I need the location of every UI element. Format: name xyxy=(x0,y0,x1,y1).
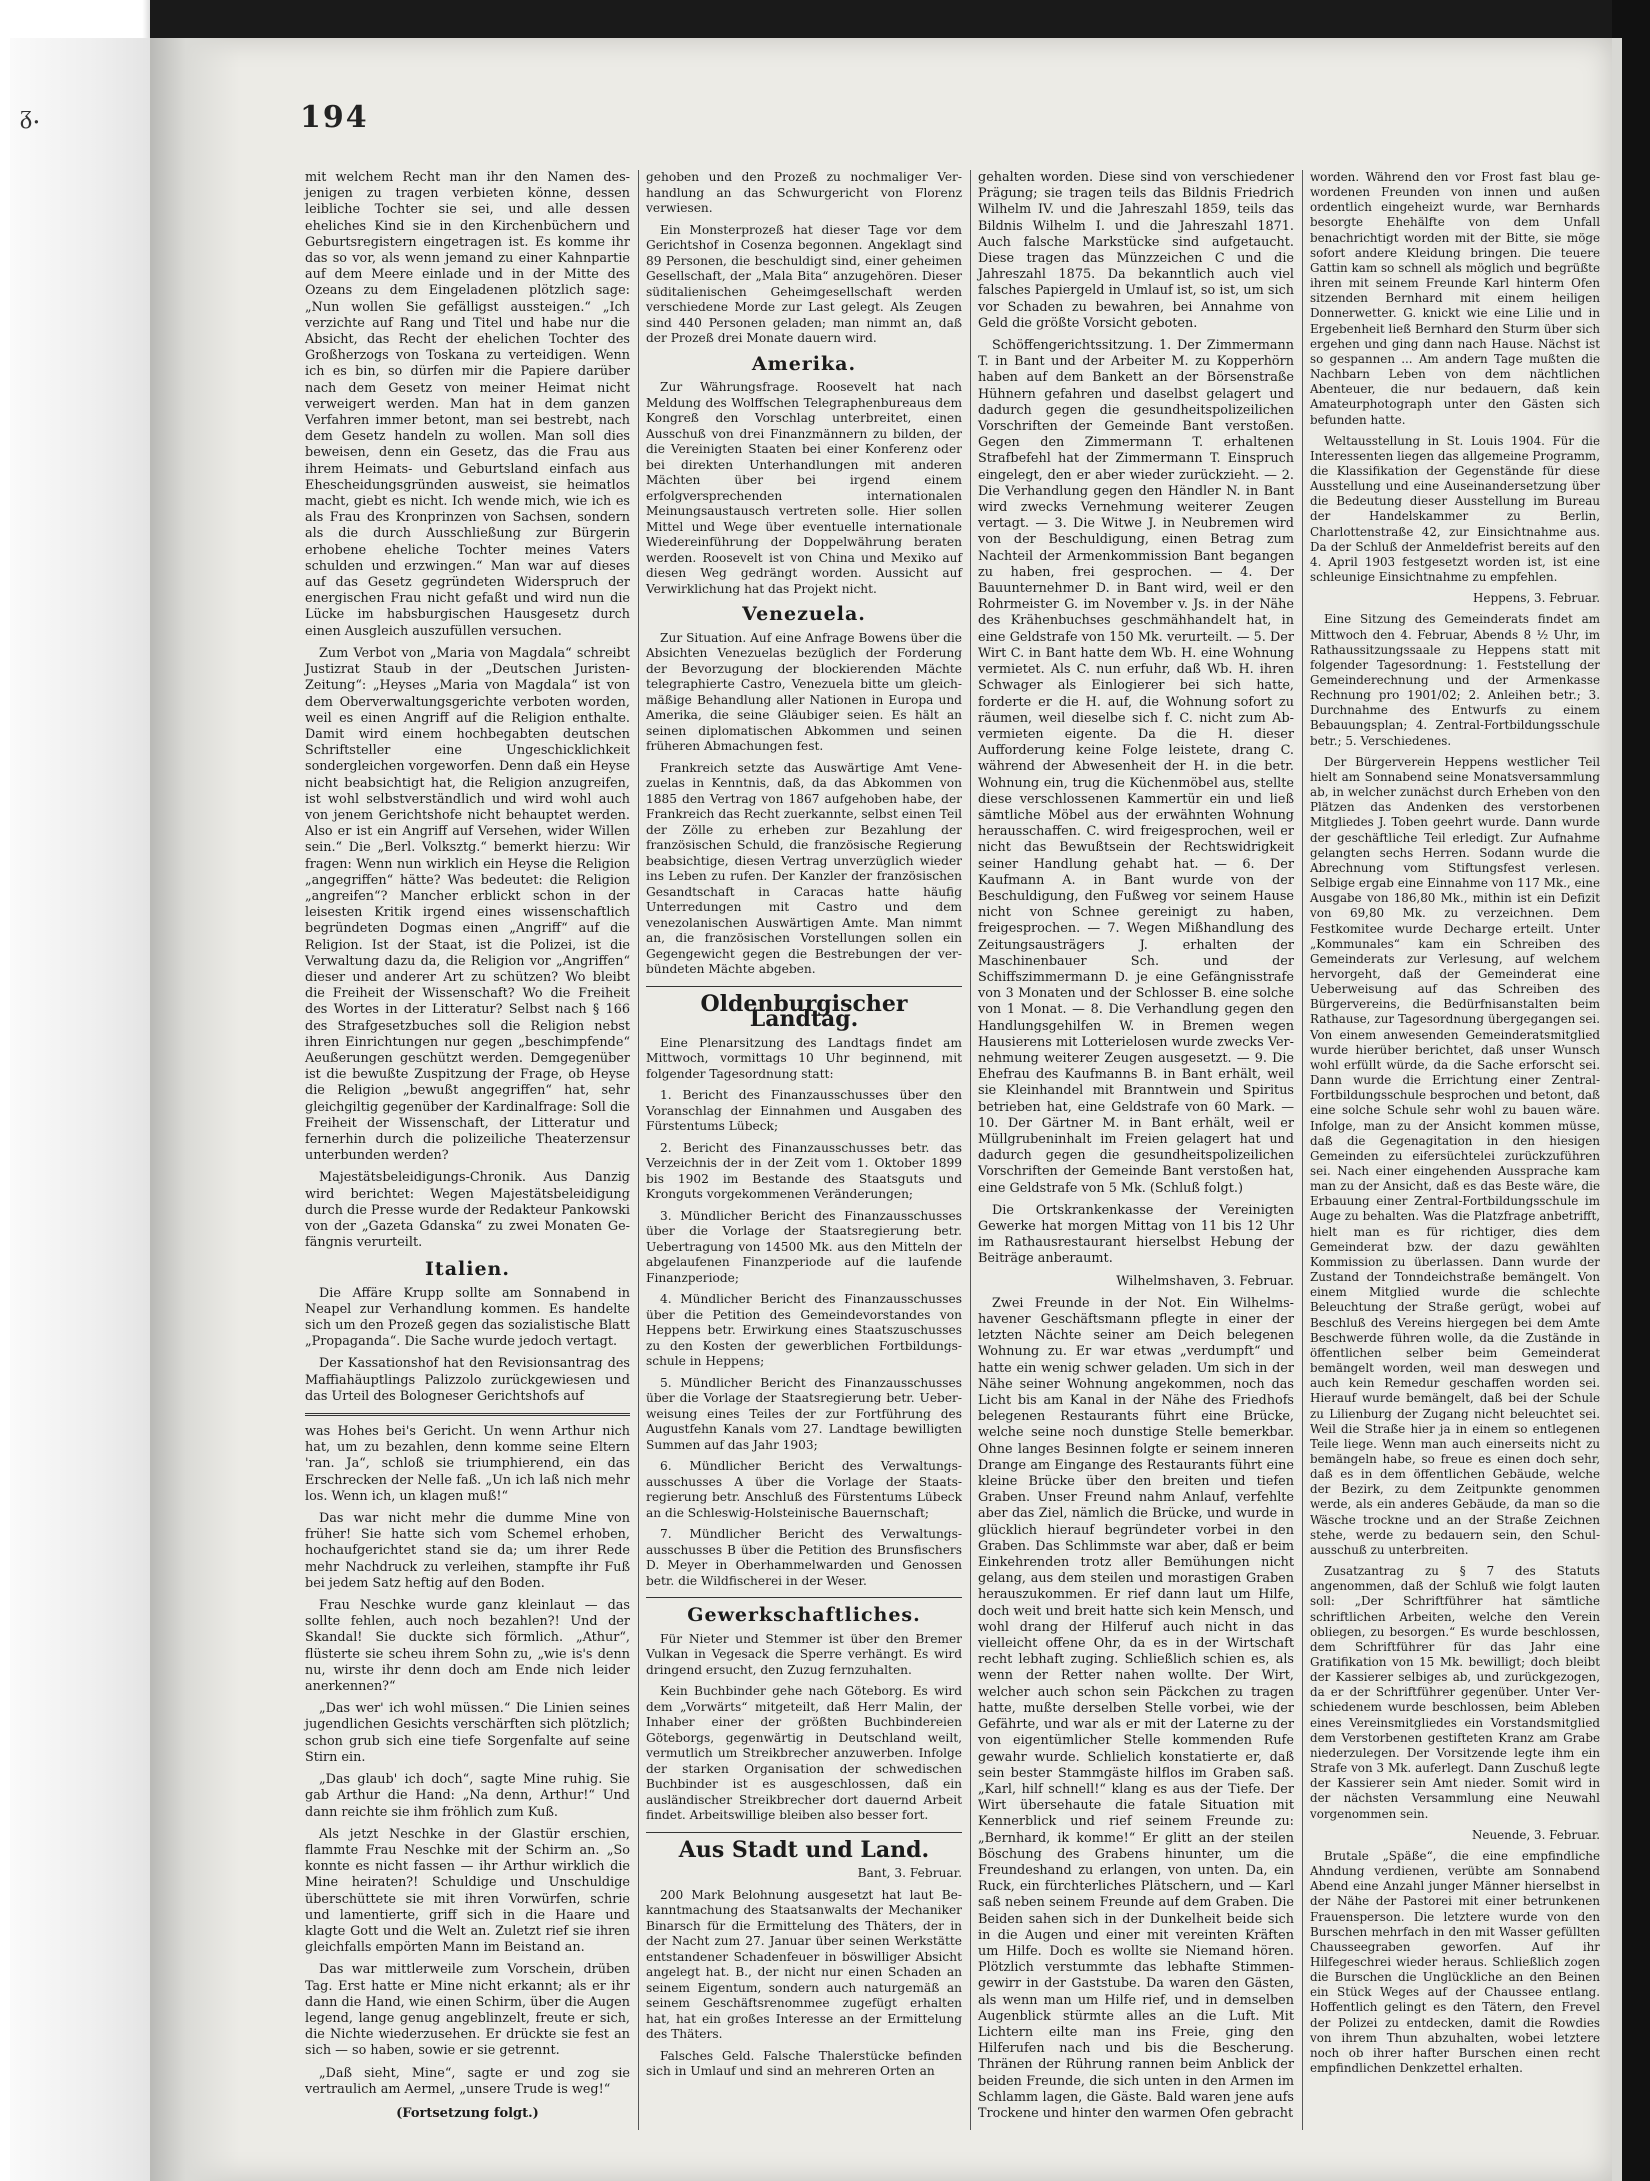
paragraph: Ein Monsterprozeß hat dieser Tage vor dem Gerichtshof in Cosenza begonnen. Angeklagt sind 89 Personen, die beschuldigt sind, einer geheimen Gesellschaft, der „Mala Bita“ anzugehören. Dieser süditalienischen Geheimgesellschaft werden verschiedene Morde zur Last gelegt. Als Zeugen sind 440 Personen geladen; man nimmt an, daß der Prozeß drei Monate dauern wird. xyxy=(646,222,962,345)
section-heading-amerika: Amerika. xyxy=(751,352,857,375)
column-rule xyxy=(1302,170,1303,2130)
divider xyxy=(305,1413,630,1416)
divider xyxy=(646,1597,962,1598)
paragraph: worden. Während den vor Frost fast blau gewordenen Freunden von innen und außen ordentlich eingeheizt wurde, war Bernhards besorgte Ehehälfte von dem Unfall benachrichtigt worden mit der Bitte, sie möge sofort andere Kleidung bringen. Die teuere Gattin kam so schnell als möglich und begrüßte ihren mit seinem Freunde Karl hinterm Ofen sitzenden Bernhard mit einem heiligen Donnerwetter. G. knickt wie eine Lilie und in Ergebenheit ließ Bernhard den Sturm über sich ergehen und ging dann nach Hause. Nächst ist so gespannen ... Am andern Tage mußten die Nachbarn Leben von dem nächtlichen Abenteuer, die nur bedauern, daß kein Amateurphotograph unter den Gästen sich befunden hatte. xyxy=(1310,170,1600,427)
column-rule xyxy=(638,170,639,2130)
paragraph: Schöffengerichtssitzung. 1. Der Zimmermann T. in Bant und der Arbeiter M. zu Kopperhörn haben auf dem Bankett an der Börsenstraße Hühnern gefahren und daselbst gelagert und dadurch gegen die gesundheitspolizeilichen Vorschriften der Gemeinde Bant verstoßen. Gegen den Zimmermann T. erhaltenen Strafbefehl hat der Zimmermann T. Einspruch eingelegt, den er aber wieder zurückzieht. — 2. Die Verhandlung gegen den Händler N. in Bant wird zwecks Vernehmung weiterer Zeugen vertagt. — 3. Die Witwe J. in Neubremen wird von der Beschuldigung, einen Betrag zum Nachteil der Armenkommission Bant begangen zu haben, frei gesprochen. — 4. Der Bauunternehmer D. in Bant wird, weil er den Rohrmeister G. im November v. Js. in der Nähe des Krähenbuchses geschmähhandelt hat, in eine Geldstrafe von 150 Mk. verurteilt. — 5. Der Wirt C. in Bant hatte dem Wb. H. eine Wohnung vermietet. Als C. nun erfuhr, daß Wb. H. ihren Schwager als Einlogierer bei sich hatte, forderte er die H. auf, die Wohnung sofort zu räumen, weil dieselbe sich f. C. nicht zum Abvermieten eigente. Da die H. dieser Aufforderung keine Folge leistete, drang C. während der Abwesenheit der H. in die betr. Wohnung ein, trug die Küchenmöbel aus, stellte diese verschlossenen Kammertür ein und ließ sämtliche Möbel aus der erwähnten Wohnung herausschaffen. C. wird freigesprochen, weil er nicht das Bewußtsein der Rechtswidrigkeit seiner Handlung gehabt hat. — 6. Der Kaufmann A. in Bant wurde von der Beschuldigung, den Fußweg vor seinem Hause nicht von Schnee gereinigt zu haben, freigesprochen. — 7. Wegen Mißhandlung des Zeitungsausträgers J. erhalten der Maschinenbauer Sch. und der Schiffszimmermann D. je eine Gefängnisstrafe von 3 Monaten und der Schlosser B. eine solche von 1 Monat. — 8. Die Verhandlung gegen den Handlungsgehilfen W. in Bremen wegen Hausierens mit Lotterielosen wurde zwecks Vernehmung weiterer Zeugen ausgesetzt. — 9. Die Ehefrau des Kaufmanns B. in Bant erhält, weil sie Kleinhandel mit Branntwein und Spiritus betrieben hat, eine Geldstrafe von 60 Mark. — 10. Der Gärtner M. in Bant erhält, weil er Müllgrubeninhalt im Freien gelagert hat und dadurch gegen die gesundheitspolizeilichen Vorschriften der Gemeinde Bant verstoßen hat, eine Geldstrafe von 5 Mk. (Schluß folgt.) xyxy=(978,338,1294,1196)
agenda-item: 6. Mündlicher Bericht des Verwaltungsausschusses A über die Vorlage der Staatsregierung betr. Anschluß des Fürstentums Lübeck an die Schleswig-Holsteinische Bauernschaft; xyxy=(646,1459,962,1520)
paragraph: Zusatzantrag zu § 7 des Statuts angenommen, daß der Schluß wie folgt lauten soll: „Der Schriftführer hat sämtliche schriftlichen Arbeiten, welche den Verein obliegen, zu besorgen.“ Es wurde beschlossen, dem Schriftführer für das Jahr eine Gratifikation von 15 Mk. bewilligt; doch bleibt der Kassierer selbiges ab, und zurückgezogen, da er der Schriftführer gegenüber. Unter Verschiedenem wurde beschlossen, beim Ableben eines Vereinsmitgliedes ein Vorstandsmitglied dem Verstorbenen gestifteten Kranz am Grabe niederzulegen. Der Vorsitzende legte ihm ein Strafe von 3 Mk. auferlegt. Dann Zuschuß legte der Kassierer sein Amt nieder. Somit wird in der nächsten Versammlung eine Neuwahl vorgenommen sein. xyxy=(1310,1564,1600,1821)
margin-mark: ᵹ. xyxy=(20,100,41,130)
continuation-note: (Fortsetzung folgt.) xyxy=(396,2105,539,2121)
divider xyxy=(646,986,962,987)
paragraph: Frankreich setzte das Auswärtige Amt Venezuelas in Kenntnis, daß, da das Abkommen von 1885 den Vertrag von 1867 aufgehoben habe, der Frankreich das Recht zuerkannte, selbst einen Teil der Zölle zu erheben zur Bezahlung der französischen Schuld, die französische Regierung beabsichtige, diesen Vertrag unverzüglich wieder ins Leben zu rufen. Der Kanzler der französischen Gesandtschaft in Caracas hatte häufig Unterredungen mit Castro und dem venezolanischen Auswärtigen Amte. Man nimmt an, die französischen Vorstellungen sollen ein Gegengewicht gegen die Bestrebungen der verbündeten Mächte abgeben. xyxy=(646,760,962,976)
section-heading-italien: Italien. xyxy=(425,1258,510,1281)
dateline: Neuende, 3. Februar. xyxy=(1472,1827,1600,1842)
paragraph: Kein Buchbinder gehe nach Göteborg. Es wird dem „Vorwärts“ mitgeteilt, daß Herr Malin, der Inhaber einer der größten Buchbindereien Göteborgs, gegenwärtig in Deutschland weilt, vermutlich um Streikbrecher anzuwerben. Infolge der starken Organisation der schwedischen Buchbinder ist es ausgeschlossen, daß ein ausländischer Streikbrecher dort dauernd Arbeit findet. Arbeitswillige bleiben also besser fort. xyxy=(646,1684,962,1822)
paragraph: gehoben und den Prozeß zu nochmaliger Verhandlung an das Schwurgericht von Florenz verwiesen. xyxy=(646,170,962,215)
paragraph: was Hohes bei's Gericht. Un wenn Arthur nich hat, um zu bezahlen, denn komme seine Eltern 'ran. Ja“, schloß sie triumphierend, ein das Erschrecken der Nelle faß. „Un ich laß nich mehr los. Wenn ich, un klagen muß!“ xyxy=(305,1424,630,1504)
paragraph: mit welchem Recht man ihr den Namen desjenigen zu tragen verbieten könne, dessen leibliche Tochter sie sei, und alle dessen eheliches Kind sie in den Kirchenbüchern und Geburtsregistern eingetragen ist. Es komme ihr das so vor, als wenn jemand zu einer Kahnpartie auf dem Meere einlade und in der Mitte des Ozeans zu dem Eingeladenen plötzlich sage: „Nun wollen Sie gefälligst aussteigen.“ „Ich verzichte auf Rang und Titel und habe nur die Absicht, das Recht der ehelichen Tochter des Großherzogs von Toskana zu verteidigen. Wenn ich es bin, so dürfen mir die Papiere darüber nach dem Gesetz von meiner Heimat nicht verweigert werden. Man hat in dem ganzen Verfahren immer betont, man sei bestrebt, nach dem Gesetz handeln zu wollen. Man soll dies beweisen, denn ein Gesetz, das die Frau aus ihrem Heimats- und Geburtsland einfach aus Ehescheidungsgründen ausweist, sie heimatlos macht, giebt es nicht. Ich wende mich, wie ich es als Frau des Kronprinzen von Sachsen, sondern als die durch Ausschließung zur Bürgerin erhobene eheliche Tochter meines Vaters schulden und erzwingen.“ Man war auf dieses auf das Gesetz gegründeten Widerspruch der energischen Frau nicht gefaßt und wird nun die Lücke im habsburgischen Hausgesetz durch einen Ausgleich auszufüllen versuchen. xyxy=(305,170,630,639)
gutter-shadow xyxy=(150,38,240,2181)
section-heading-landtag: Oldenburgischer Landtag. xyxy=(700,990,908,1032)
agenda-item: 7. Mündlicher Bericht des Verwaltungsausschusses B über die Petition des Brunsfischers D. Meyer in Oberhammelwarden und Genossen betr. die Wildfischerei in der Weser. xyxy=(646,1527,962,1588)
right-border xyxy=(1612,0,1650,2181)
paragraph: Der Kassationshof hat den Revisionsantrag des Maffiahäuptlings Palizzolo zurückgewiesen und das Urteil des Bologneser Gerichtshofs auf xyxy=(305,1356,630,1404)
paragraph: „Das glaub' ich doch“, sagte Mine ruhig. Sie gab Arthur die Hand: „Na denn, Arthur!“ Und dann reichte sie ihm fröhlich zum Kuß. xyxy=(305,1772,630,1820)
paragraph: Zum Verbot von „Maria von Magdala“ schreibt Justizrat Staub in der „Deutschen Juristen-Zeitung“: „Heyses „Maria von Magdala“ ist von dem Oberverwaltungsgerichte verboten worden, weil es einen Angriff auf die Religion enthalte. Damit wird einem hochbegabten deutschen Schriftsteller eine Ungeschicklichkeit sondergleichen vorgeworfen. Denn daß ein Heyse nicht beabsichtigt hat, die Religion anzugreifen, ist wohl selbstverständlich und wird wohl auch von jenem Gerichtshofe nicht behauptet werden. Also er ist ein Angriff auf Versehen, wider Willen sein.“ Die „Berl. Volksztg.“ bemerkt hierzu: Wir fragen: Wenn nun wirklich ein Heyse die Religion „angegriffen“ hätte? Was bedeutet: die Religion „angreifen“? Mancher erblickt schon in der leisesten Kritik irgend eines wissenschaftlich begründeten Dogmas einen „Angriff“ auf die Religion. Ist der Staat, ist die Polizei, ist die Verwaltung dazu da, die Religion vor „Angriffen“ dieser und anderer Art zu schützen? Wo bleibt die Freiheit der Wissenschaft? Wo die Freiheit des Wortes in der Litteratur? Selbst nach § 166 des Strafgesetzbuches soll die Religion nebst ihren Einrichtungen nur gegen „beschimpfende“ Aeußerungen geschützt werden. Demgegenüber ist die bewußte Zuspitzung der Frage, ob Heyse die Religion „bewußt angegriffen“ hat, sehr gleichgiltig gegenüber der Kardinalfrage: Soll die Freiheit der Wissenschaft, der Litteratur und fernerhin durch die polizeiliche Theaterzensur unterbunden werden? xyxy=(305,645,630,1164)
paragraph: Frau Neschke wurde ganz kleinlaut — das sollte fehlen, auch noch bezahlen?! Und der Skandal! Sie duckte sich förmlich. „Athur“, flüsterte sie scheu ihrem Sohn zu, „wie is's denn nu, wirste ihr denn doch am Ende nich leider anerkennen?“ xyxy=(305,1598,630,1695)
section-heading-gewerkschaftliches: Gewerkschaftliches. xyxy=(687,1604,921,1626)
agenda-item: 5. Mündlicher Bericht des Finanzausschusses über die Vorlage der Staatsregierung betr. Ueberweisung eines Teiles der zur Fortführung des Augustfehn Kanals vom 27. Landtage bewilligten Summen auf das Jahr 1903; xyxy=(646,1375,962,1452)
paragraph: Der Bürgerverein Heppens westlicher Teil hielt am Sonnabend seine Monatsversammlung ab, in welcher zunächst durch Erheben von den Plätzen das Andenken des verstorbenen Mitgliedes J. Toben geehrt wurde. Dann wurde der geschäftliche Teil erledigt. Zur Aufnahme gelangten sechs Herren. Sodann wurde die Abrechnung vom Stiftungsfest verlesen. Selbige ergab eine Einnahme von 117 Mk., eine Ausgabe von 186,80 Mk., mithin ist ein Defizit von 69,80 Mk. zu verzeichnen. Dem Festkomitee wurde Decharge erteilt. Unter „Kommunales“ kam ein Schreiben des Gemeinderats zur Verlesung, auf welchem hervorgeht, daß der Gemeinderat eine Ueberweisung auf das Schreiben des Bürgervereins, die Bedürfnisanstalten beim Rathause, zur Tagesordnung übergegangen sei. Von einem anwesenden Gemeinderatsmitglied wurde hierüber berichtet, daß unser Wunsch wohl erfüllt würde, da die Sache erforscht sei. Dann wurde die Errichtung einer Zentral-Fortbildungsschule besprochen und betont, daß eine solche Schule sehr wohl zu bauen wäre. Infolge, man zu der Ansicht kommen müsse, daß die Gegenagitation in den hiesigen Gemeinden zu eifersüchtelei zurückzuführen sei. Nach einer eingehenden Aussprache kam man zu der Ansicht, daß es das Beste wäre, die Erbauung einer Zentral-Fortbildungsschule im Auge zu behalten. Was die Platzfrage anbetrifft, hielt man es für richtiger, dies dem Gemeinderat bzw. der dazu gewählten Kommission zu überlassen. Dann wurde der Zustand der Tonndeichstraße bemängelt. Von einem Mitglied wurde die schlechte Beleuchtung der Straße gerügt, wobei auf Beschluß des Vereins hiergegen bei dem Amte Beschwerde führen wolle, da die Zustände in öffentlichen selber beim Gemeinderat bemängelt worden, weil man deswegen und auch kein Remedur geschaffen worden sei. Hierauf wurde bemängelt, daß bei der Schule zu Lilienburg der Zugang nicht beleuchtet sei. Weil die Straße hier ja in einem so entlegenen Teile liege. Wenn man auch einerseits nicht zu bemängeln habe, so freue es einen doch sehr, daß es in dem öffentlichen Gebäude, welche der Bezirk, zu dem Zeitpunkte genommen werde, als ein anderes Gebäude, da man so die Wäsche trockne und an der Straße Zeichnen stehe, werde zu bedauern sein, den Schulausschuß zu unterbreiten. xyxy=(1310,754,1600,1557)
paragraph: „Das wer' ich wohl müssen.“ Die Linien seines jugendlichen Gesichts verschärften sich plötzlich; schon grub sich eine tiefe Sorgenfalte auf seine Stirn ein. xyxy=(305,1701,630,1765)
agenda-item: 1. Bericht des Finanzausschusses über den Voranschlag der Einnahmen und Ausgaben des Fürstentums Lübeck; xyxy=(646,1088,962,1133)
paragraph: gehalten worden. Diese sind von verschiedener Prägung; sie tragen teils das Bildnis Friedrich Wilhelm IV. und die Jahreszahl 1859, teils das Bildnis Wilhelm I. und die Jahreszahl 1871. Auch falsche Markstücke sind aufgetaucht. Diese tragen das Münzzeichen C und die Jahreszahl 1875. Da bekanntlich auch viel falsches Papiergeld in Umlauf ist, so ist, um sich vor Schaden zu bewahren, bei Annahme von Geld die größte Vorsicht geboten. xyxy=(978,170,1294,331)
agenda-item: 2. Bericht des Finanzausschusses betr. das Verzeichnis der in der Zeit vom 1. Oktober 1899 bis 1902 im Bestande des Staatsguts und Kronguts vorgekommenen Veränderungen; xyxy=(646,1140,962,1201)
paragraph: 200 Mark Belohnung ausgesetzt hat laut Bekanntmachung des Staatsanwalts der Mechaniker Binarsch für die Ermittelung des Thäters, der in der Nacht zum 27. Januar über seinen Werkstätte entstandener Schadenfeuer in böswilliger Absicht angelegt hat. B., der nicht nur einen Schaden an seinem Eigentum, sondern auch naturgemäß an seinem Geschäftsrenommee zugefügt erhalten hat, hat ein großes Interesse an der Ermittelung des Thäters. xyxy=(646,1887,962,2041)
paragraph: Zwei Freunde in der Not. Ein Wilhelmshavener Geschäftsmann pflegte in einer der letzten Nächte seiner am Deich belegenen Wohnung zu. Er war etwas „verdumpft“ und hatte ein wenig schwer geladen. Um sich in der Nähe seiner Wohnung angekommen, noch das Licht bis am Kanal in der Nähe des Friedhofs belegenen Restaurants führt eine Brücke, welche seine noch dunstige Stelle bemerkbar. Ohne langes Besinnen folgte er seinem inneren Drange am Eingange des Restaurants führt eine kleine Brücke über den breiten und tiefen Graben. Unser Freund nahm Anlauf, verfehlte aber das Ziel, nämlich die Brücke, und wurde in glücklich hierauf begründeter vorbei in den Graben. Das Schlimmste war aber, daß er beim Einkehrenden trotz aller Bemühungen nicht gelang, aus dem steilen und morastigen Graben herauszukommen. Er rief dann laut um Hilfe, doch weit und breit hatte sich kein Mensch, und wohl drang der Hilferuf auch nicht in das vielleicht offene Ohr, da es in der Wirtschaft recht lebhaft zuging. Schließlich schien es, als wenn der Retter nahen wollte. Der Wirt, welcher auch schon sein Päckchen zu tragen hatte, mußte derselben Stelle vorbei, wie der Gefährte, und war als er mit der Laterne zu der von eigentümlicher Stelle kommenden Rufe gewahr wurde. Schlielich konstatierte er, daß sein bester Stammgäste hilflos im Graben saß. „Karl, hilf schnell!“ klang es aus der Tiefe. Der Wirt übersehaute die fatale Situation mit Kennerblick und rief seinem Freunde zu: „Bernhard, ik komme!“ Er glitt an der steilen Böschung des Grabens hinunter, um die Freundeshand zu erlangen, von unten. Da, ein Ruck, ein fürchterliches Plätschern, und — Karl saß neben seinem Freunde auf dem Graben. Die Beiden sahen sich in der Dunkelheit beide sich in die Augen und einer mit vereinten Kräften um Hilfe. Doch es wollte sie Niemand hören. Plötzlich verstummte das lebhafte Stimmengewirr in der Gaststube. Da waren den Gästen, als wenn man um Hilfe rief, und in demselben Augenblick stürmte alles an die Luft. Mit Lichtern eilte man ins Freie, ging den Hilferufen nach und bis die Bescherung. Thränen der Rührung rannen beim Anblick der beiden Freunde, die sich unten in den Armen im Schlamm lagen, die Gäste. Bald waren jene aufs Trockene und hinter den warmen Ofen gebracht xyxy=(978,1295,1294,2121)
column-4 xyxy=(1310,170,1600,2082)
right-page-edge xyxy=(1612,38,1622,2181)
paragraph: Eine Plenarsitzung des Landtags findet am Mittwoch, vormittags 10 Uhr beginnend, mit folgender Tagesordnung statt: xyxy=(646,1035,962,1081)
column-1 xyxy=(305,170,630,2130)
paragraph: Falsches Geld. Falsche Thalerstücke befinden sich in Umlauf und sind an mehreren Orten an xyxy=(646,2048,962,2078)
column-3 xyxy=(978,170,1294,2128)
paragraph: Zur Situation. Auf eine Anfrage Bowens über die Absichten Venezuelas bezüglich der Forderung der Bevorzugung der blockierenden Mächte telegraphierte Castro, Venezuela bitte um gleichmäßige Behandlung aller Nationen in Europa und Amerika, die seine Gläubiger seien. Es hält an seinen diplomatischen Abkommen und seinen früheren Abmachungen fest. xyxy=(646,630,962,753)
divider xyxy=(646,1832,962,1833)
paragraph: Zur Währungsfrage. Roosevelt hat nach Meldung des Wolffschen Telegraphenbureaus dem Kongreß den Vorschlag unterbreitet, einen Ausschuß von drei Finanzmännern zu bilden, der die Vereinigten Staaten bei einer Konferenz oder bei direkten Unterhandlungen mit anderen Mächten über bei irgend einem erfolgversprechenden internationalen Meinungsaustausch vertreten solle. Hier sollen Mittel und Wege über eventuelle internationale Wiedereinführung der Doppelwährung beraten werden. Roosevelt ist von China und Mexiko auf diesen Weg gedrängt worden. Aussicht auf Verwirklichung hat das Projekt nicht. xyxy=(646,380,962,596)
page-number: 194 xyxy=(300,100,369,135)
agenda-item: 3. Mündlicher Bericht des Finanzausschusses über die Vorlage der Staatsregierung betr. Uebertragung von 14500 Mk. aus den Mitteln der abgelaufenen Finanzperiode auf die laufende Finanzperiode; xyxy=(646,1208,962,1285)
paragraph: Die Ortskrankenkasse der Vereinigten Gewerke hat morgen Mittag von 11 bis 12 Uhr im Rathausrestaurant hierselbst Hebung der Beiträge anberaumt. xyxy=(978,1202,1294,1267)
dateline: Heppens, 3. Februar. xyxy=(1473,591,1600,606)
dateline: Wilhelmshaven, 3. Februar. xyxy=(1116,1273,1294,1289)
paragraph: Die Affäre Krupp sollte am Sonnabend in Neapel zur Verhandlung kommen. Es handelte sich um den Prozeß gegen das sozialistische Blatt „Propaganda“. Die Sache wurde jedoch vertagt. xyxy=(305,1285,630,1350)
paragraph: Weltausstellung in St. Louis 1904. Für die Interessenten liegen das allgemeine Programm, die Klassifikation der Gegenstände für diese Ausstellung und eine Auseinandersetzung über die Bedeutung dieser Ausstellung im Bureau der Handelskammer zu Berlin, Charlottenstraße 42, zur Einsichtnahme aus. Da der Schluß der Anmeldefrist bereits auf den 4. April 1903 festgesetzt worden ist, ist eine schleunige Einsichtnahme zu empfehlen. xyxy=(1310,433,1600,585)
section-heading-stadt-und-land: Aus Stadt und Land. xyxy=(678,1836,930,1863)
dateline: Bant, 3. Februar. xyxy=(857,1866,962,1880)
paragraph: Das war nicht mehr die dumme Mine von früher! Sie hatte sich vom Schemel erhoben, hochaufgerichtet stand sie da; um ihrer Rede mehr Nachdruck zu verleihen, stampfte ihr Fuß bei jedem Satz heftig auf den Boden. xyxy=(305,1511,630,1591)
paragraph: „Daß sieht, Mine“, sagte er und zog sie vertraulich am Aermel, „unsere Trude is weg!“ xyxy=(305,2065,630,2097)
paragraph: Das war mittlerweile zum Vorschein, drüben Tag. Erst hatte er Mine nicht erkannt; als er ihr dann die Hand, wie einen Schirm, über die Augen legend, lange genug angeblinzelt, freute er sich, die Nichte wiederzusehen. Er drückte sie fest an sich — so haben, sowie er sie getrennt. xyxy=(305,1962,630,2059)
paragraph: Majestätsbeleidigungs-Chronik. Aus Danzig wird berichtet: Wegen Majestätsbeleidigung durch die Presse wurde der Redakteur Pankowski von der „Gazeta Gdanska“ zu zwei Monaten Gefängnis verurteilt. xyxy=(305,1170,630,1251)
column-2 xyxy=(646,170,962,2086)
paragraph: Brutale „Späße“, die eine empfindliche Ahndung verdienen, verübte am Sonnabend Abend eine Anzahl junger Männer hierselbst in der Nähe der Pastorei mit einer betrunkenen Frauensperson. Die letztere wurde von den Burschen mehrfach in den mit Wasser gefüllten Chausseegraben geworfen. Auf ihr Hilfegeschrei wieder heraus. Schließlich zogen die Burschen die Unglückliche an den Beinen ein Stück Weges auf der Chaussee entlang. Hoffentlich gelingt es den Tätern, den Frevel der Polizei zu entdecken, damit die Rowdies von ihrem Thun abzuhalten, wobei letztere noch ob ihrer hafter Burschen einen recht empfindlichen Denkzettel erhalten. xyxy=(1310,1848,1600,2076)
agenda-item: 4. Mündlicher Bericht des Finanzausschusses über die Petition des Gemeindevorstandes von Heppens betr. Erwirkung eines Staatszuschusses zu den Kosten der gewerblichen Fortbildungsschule in Heppens; xyxy=(646,1292,962,1368)
column-rule xyxy=(970,170,971,2130)
paragraph: Als jetzt Neschke in der Glastür erschien, flammte Frau Neschke mit der Schirm an. „So konnte es nicht fassen — ihr Arthur wirklich die Mine heiraten?! Schuldige und Unschuldige überschüttete sie mit ihren Vorwürfen, schrie und lamentierte, griff sich in die Haare und klagte Gott und die Welt an. Zuletzt rief sie ihren gleichfalls empörten Mann im Beistand an. xyxy=(305,1826,630,1956)
paragraph: Für Nieter und Stemmer ist über den Bremer Vulkan in Vegesack die Sperre verhängt. Es wird dringend ersucht, den Zuzug fernzuhalten. xyxy=(646,1631,962,1677)
section-heading-venezuela: Venezuela. xyxy=(742,603,866,625)
left-page-edge xyxy=(0,0,150,2181)
page-fold xyxy=(10,38,150,2181)
paragraph: Eine Sitzung des Gemeinderats findet am Mittwoch den 4. Februar, Abends 8 ½ Uhr, im Rathaussitzungssaale zu Heppens statt mit folgender Tagesordnung: 1. Feststellung der Gemeinderechnung und der Armenkasse Rechnung pro 1901/02; 2. Anleihen betr.; 3. Durchnahme des Entwurfs zu einem Bebauungsplan; 4. Zentral-Fortbildungsschule betr.; 5. Verschiedenes. xyxy=(1310,612,1600,748)
